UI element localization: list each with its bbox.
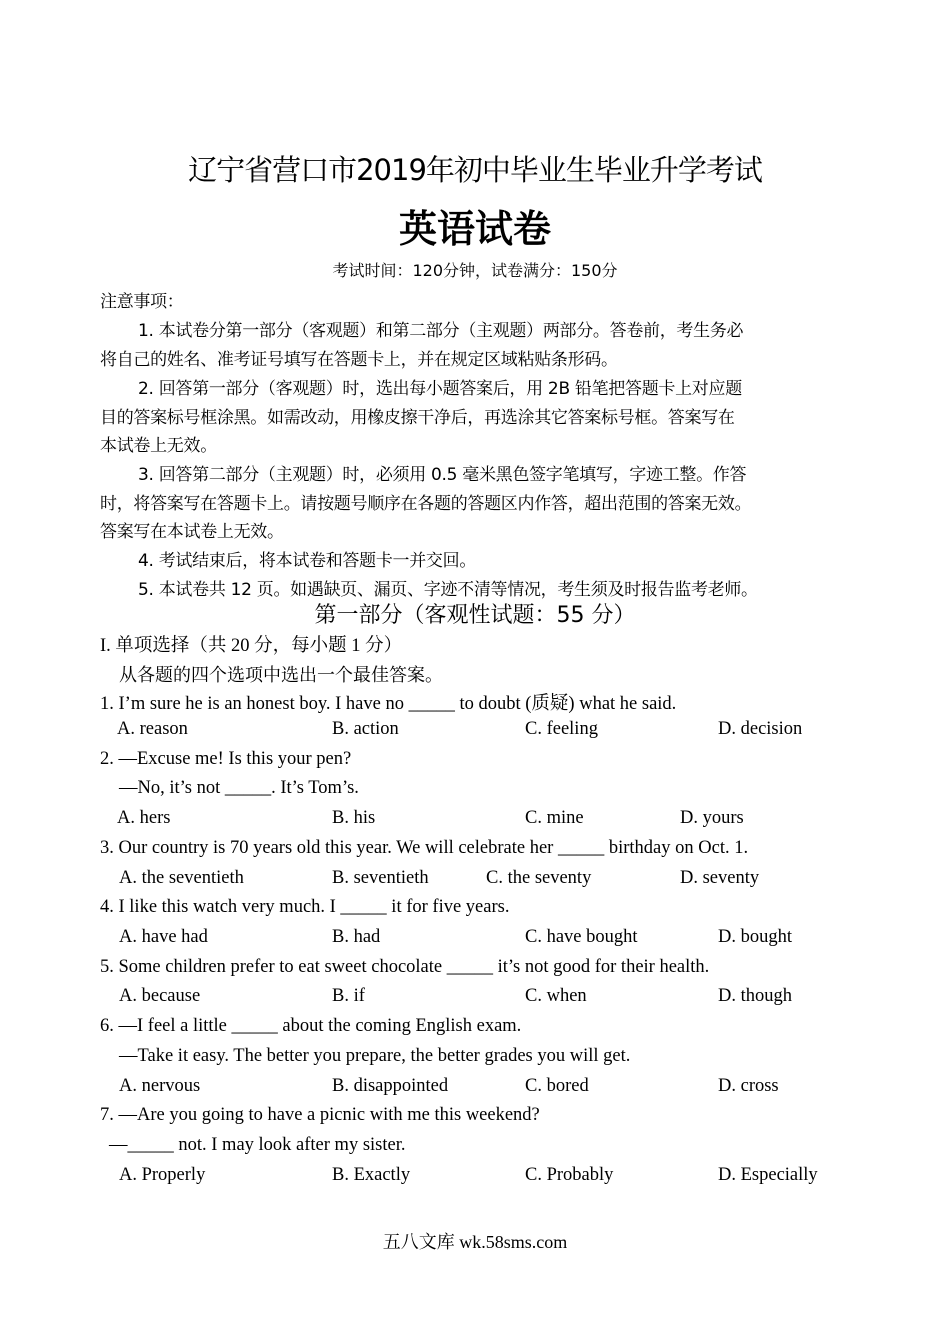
option-c: C. the seventy xyxy=(486,868,592,888)
option-d: D. bought xyxy=(718,927,792,947)
option-d: D. though xyxy=(718,986,792,1006)
subject-title: 英语试卷 xyxy=(398,206,551,251)
section-title: I. 单项选择（共 20 分，每小题 1 分） xyxy=(100,636,403,656)
option-b: B. if xyxy=(332,986,365,1006)
option-b: B. his xyxy=(332,808,376,828)
option-a: A. nervous xyxy=(119,1076,201,1096)
option-a: A. reason xyxy=(117,719,188,739)
option-c: C. when xyxy=(525,986,587,1006)
note-line: 将自己的姓名、准考证号填写在答题卡上，并在规定区域粘贴条形码。 xyxy=(100,350,618,370)
option-d: D. seventy xyxy=(680,868,760,888)
question-stem: 3. Our country is 70 years old this year. We will celebrate her _____ birthday on Oct. 1. xyxy=(100,838,749,858)
note-line: 2. 回答第一部分（客观题）时，选出每小题答案后，用 2B 铅笔把答题卡上对应题 xyxy=(138,379,742,399)
option-a: A. Properly xyxy=(119,1165,206,1185)
option-c: C. bored xyxy=(525,1076,589,1096)
notes-heading: 注意事项： xyxy=(100,292,184,312)
option-c: C. Probably xyxy=(525,1165,614,1185)
footer-watermark: 五八文库 wk.58sms.com xyxy=(382,1232,568,1252)
question-stem: 1. I’m sure he is an honest boy. I have no _____ to doubt (质疑) what he said. xyxy=(100,694,677,714)
option-a: A. hers xyxy=(117,808,171,828)
option-a: A. because xyxy=(119,986,201,1006)
note-line: 3. 回答第二部分（主观题）时，必须用 0.5 毫米黑色签字笔填写，字迹工整。作答 xyxy=(138,465,747,485)
option-b: B. disappointed xyxy=(332,1076,449,1096)
option-d: D. decision xyxy=(718,719,803,739)
question-stem: —No, it’s not _____. It’s Tom’s. xyxy=(119,778,359,798)
option-d: D. yours xyxy=(680,808,744,828)
question-stem: 5. Some children prefer to eat sweet chocolate _____ it’s not good for their health. xyxy=(100,957,710,977)
question-stem: 4. I like this watch very much. I _____ it for five years. xyxy=(100,897,510,917)
question-stem: 7. —Are you going to have a picnic with me this weekend? xyxy=(100,1105,540,1125)
question-stem: 6. —I feel a little _____ about the coming English exam. xyxy=(100,1016,522,1036)
option-d: D. cross xyxy=(718,1076,779,1096)
question-stem: —Take it easy. The better you prepare, the better grades you will get. xyxy=(119,1046,631,1066)
note-line: 目的答案标号框涂黑。如需改动，用橡皮擦干净后，再选涂其它答案标号框。答案写在 xyxy=(100,408,735,428)
option-a: A. the seventieth xyxy=(119,868,244,888)
question-stem: —_____ not. I may look after my sister. xyxy=(109,1135,406,1155)
option-d: D. Especially xyxy=(718,1165,818,1185)
part1-title: 第一部分（客观性试题：55 分） xyxy=(314,603,636,628)
note-line: 本试卷上无效。 xyxy=(100,436,217,456)
option-b: B. action xyxy=(332,719,399,739)
option-b: B. Exactly xyxy=(332,1165,411,1185)
option-b: B. seventieth xyxy=(332,868,429,888)
note-line: 1. 本试卷分第一部分（客观题）和第二部分（主观题）两部分。答卷前，考生务必 xyxy=(138,321,744,341)
option-c: C. feeling xyxy=(525,719,598,739)
option-b: B. had xyxy=(332,927,381,947)
note-line: 时，将答案写在答题卡上。请按题号顺序在各题的答题区内作答，超出范围的答案无效。 xyxy=(100,494,752,514)
note-line: 4. 考试结束后，将本试卷和答题卡一并交回。 xyxy=(138,551,477,571)
section-instruction: 从各题的四个选项中选出一个最佳答案。 xyxy=(119,665,443,686)
note-line: 5. 本试卷共 12 页。如遇缺页、漏页、字迹不清等情况，考生须及时报告监考老师。 xyxy=(138,580,758,600)
option-a: A. have had xyxy=(119,927,208,947)
question-stem: 2. —Excuse me! Is this your pen? xyxy=(100,749,352,769)
exam-info: 考试时间：120分钟，试卷满分：150分 xyxy=(332,261,618,280)
page-title: 辽宁省营口市2019年初中毕业生毕业升学考试 xyxy=(188,153,762,187)
option-c: C. mine xyxy=(525,808,584,828)
option-c: C. have bought xyxy=(525,927,638,947)
note-line: 答案写在本试卷上无效。 xyxy=(100,522,284,542)
